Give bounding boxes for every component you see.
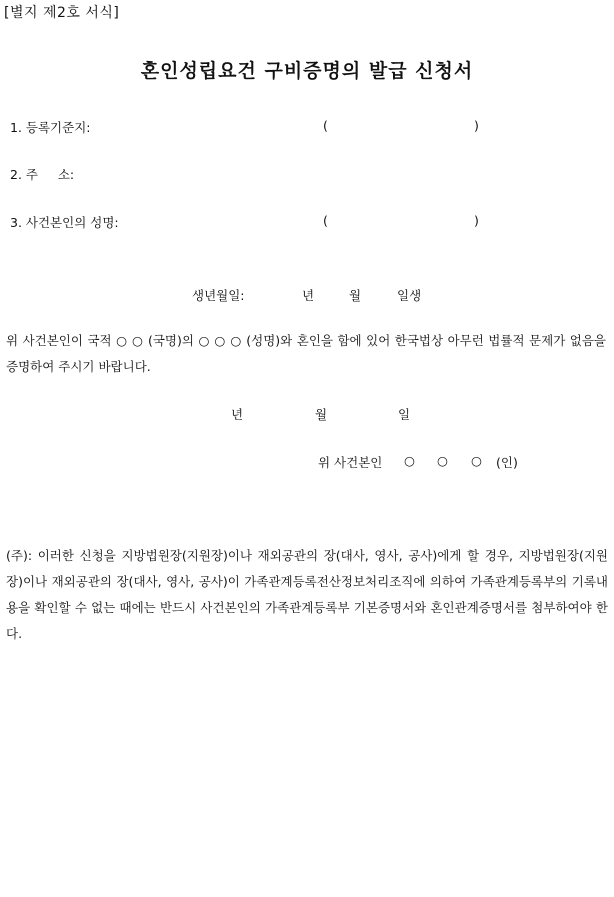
birthdate-label: 생년월일:: [192, 288, 245, 303]
page-title: 혼인성립요건 구비증명의 발급 신청서: [140, 60, 474, 82]
birthdate-year-label: 년: [302, 288, 315, 303]
applicant-name-circle-2: ○: [437, 453, 448, 468]
date-day-label: 일: [398, 407, 411, 422]
applicant-name-circle-1: ○: [404, 453, 415, 468]
birthdate-month-label: 월: [349, 288, 362, 303]
footnote-paragraph: (주): 이러한 신청을 지방법원장(지원장)이나 재외공관의 장(대사, 영사, 공사)에게 할 경우, 지방법원장(지원장)이나 재외공관의 장(대사, 영사, 공사)이 가족관계등록전산정보처리조직에 의하여 가족관계등록부의 기록내용을 확인할 수 없는 때에는 반드시 사건본인의 가족관계등록부 기본증명서와 혼인관계증명서를 첨부하여야 한다.: [6, 548, 608, 641]
item-registration-base-label: 1. 등록기준지:: [10, 120, 91, 135]
date-month-label: 월: [315, 407, 328, 422]
item-address-label: 2. 주 소:: [10, 167, 75, 182]
applicant-name-circle-3: ○: [471, 453, 482, 468]
applicant-label: 위 사건본인: [318, 455, 383, 470]
date-year-label: 년: [231, 407, 244, 422]
item-person-name-label: 3. 사건본인의 성명:: [10, 215, 119, 230]
request-paragraph: 위 사건본인이 국적 ○ ○ (국명)의 ○ ○ ○ (성명)와 혼인을 함에 있어 한국법상 아무런 법률적 문제가 없음을 증명하여 주시기 바랍니다.: [6, 333, 606, 374]
form-number-tag: [별지 제2호 서식]: [4, 5, 120, 21]
item-registration-base-open-paren: (: [323, 118, 328, 133]
item-person-name-close-paren: ): [474, 213, 479, 228]
birthdate-day-label: 일생: [397, 288, 422, 303]
applicant-seal-mark: (인): [496, 455, 518, 470]
item-registration-base-close-paren: ): [474, 118, 479, 133]
item-person-name-open-paren: (: [323, 213, 328, 228]
